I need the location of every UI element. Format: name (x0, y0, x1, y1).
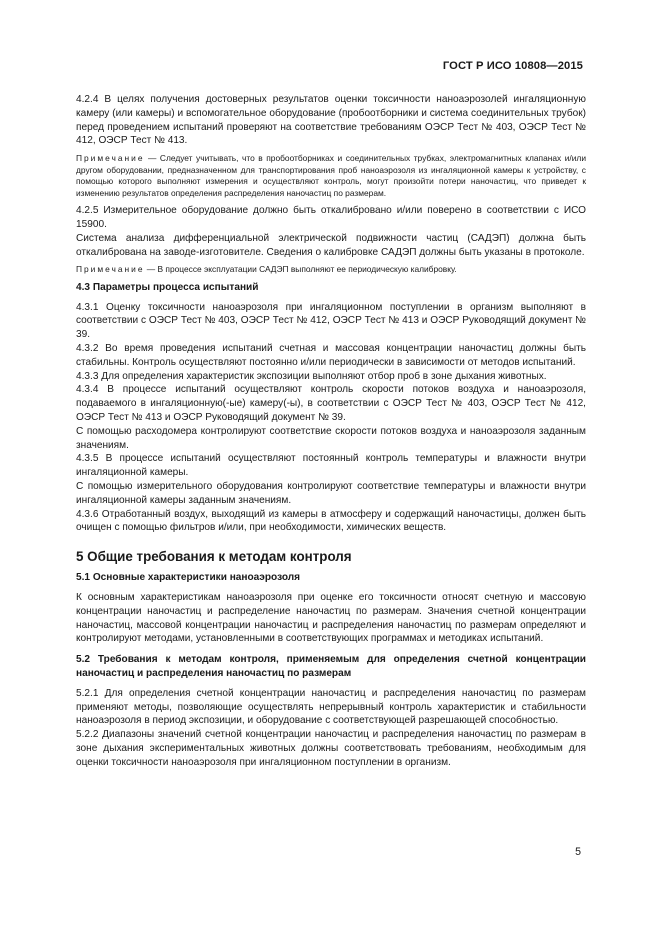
paragraph-4-3-4: 4.3.4 В процессе испытаний осуществляют контроль скорости потоков воздуха и наноаэрозоля, подаваемого в ингаляционную(-ые) камеру(-ы), в соответствии с ОЭСР Тест № 403, ОЭСР Тест № 412, ОЭСР Тест № 413 и ОЭСР Руководящий документ № 39. (76, 384, 586, 424)
paragraph-5-2-2: 5.2.2 Диапазоны значений счетной концентрации наночастиц и распределения наночастиц по размерам в зоне дыхания экспериментальных животных должны соответствовать требованиям, необходимым для оценки токсичности наноаэрозоля при ингаляционном поступлении в организм. (76, 729, 586, 768)
page-number: 5 (575, 846, 581, 858)
note-text: — Следует учитывать, что в пробоотборниках и соединительных трубках, электромагнитных клапанах и/или другом оборудовании, предназначенном для транспортирования проб наноаэрозоля из ингаляционной камеры к устройству, с помощью которого выполняют измерения и осуществляют контроль, могут произойти потери наночастиц, что приведет к изменению результатов определения распределения наночастиц по размерам. (76, 153, 586, 198)
paragraph-4-3-2: 4.3.2 Во время проведения испытаний счетная и массовая концентрации наночастиц должны быть стабильны. Контроль осуществляют постоянно и/или периодически в зависимости от методов испытаний. (76, 343, 586, 368)
paragraph-4-3-1: 4.3.1 Оценку токсичности наноаэрозоля при ингаляционном поступлении в организм выполняют в соответствии с ОЭСР Тест № 403, ОЭСР Тест № 412, ОЭСР Тест № 413 и ОЭСР Руководящий документ № 39. (76, 301, 586, 341)
heading-5: 5 Общие требования к методам контроля (76, 549, 352, 565)
heading-5-2: 5.2 Требования к методам контроля, применяемым для определения счетной концентрации наночастиц и распределения наночастиц по размерам (76, 654, 586, 679)
note-2 (76, 264, 586, 276)
paragraph-4-2-5: 4.2.5 Измерительное оборудование должно быть откалибровано и/или поверено в соответствии с ИСО 15900. (76, 205, 586, 230)
paragraph-5-1: К основным характеристикам наноаэрозоля при оценке его токсичности относят счетную и массовую концентрации наночастиц и распределение наночастиц по размерам. Значения счетной концентрации наночастиц, массовой концентрации наночастиц и распределения наночастиц по размерам определяют и контролируют методами, установленными в соответствующих программах и методиках испытаний. (76, 592, 586, 645)
document-header-code: ГОСТ Р ИСО 10808—2015 (442, 60, 583, 72)
note-label: Примечание (76, 153, 145, 164)
paragraph-4-3-3: 4.3.3 Для определения характеристик экспозиции выполняют отбор проб в зоне дыхания животных. (76, 370, 547, 382)
note-text: — В процессе эксплуатации САДЭП выполняют ее периодическую калибровку. (144, 264, 457, 275)
paragraph-5-2-1: 5.2.1 Для определения счетной концентрации наночастиц и распределения наночастиц по размерам применяют методы, позволяющие осуществлять непрерывный контроль характеристик и стабильности наноаэрозоля в период экспозиции, и оборудование с соответствующей разрешающей способностью. (76, 687, 586, 727)
paragraph-temp: С помощью измерительного оборудования контролируют соответствие температуры и влажности внутри ингаляционной камеры заданным значениям. (76, 481, 586, 506)
document-body (76, 93, 586, 770)
paragraph-4-3-5: 4.3.5 В процессе испытаний осуществляют постоянный контроль температуры и влажности внутри ингаляционной камеры. (76, 453, 586, 479)
heading-5-1: 5.1 Основные характеристики наноаэрозоля (76, 572, 301, 584)
note-label: Примечание (76, 264, 145, 275)
note-1 (76, 153, 586, 199)
paragraph-flow: С помощью расходомера контролируют соответствие скорости потоков воздуха и наноаэрозоля заданным значениям. (76, 425, 586, 451)
paragraph-4-2-4: 4.2.4 В целях получения достоверных результатов оценки токсичности наноаэрозолей ингаляционную камеру (или камеры) и вспомогательное оборудование (пробоотборники и система соединительных трубок) перед проведением испытаний проверяют на соответствие требованиям ОЭСР Тест № 403, ОЭСР Тест № 412, ОЭСР Тест № 413. (76, 94, 586, 147)
paragraph-4-3-6: 4.3.6 Отработанный воздух, выходящий из камеры в атмосферу и содержащий наночастицы, должен быть очищен с помощью фильтров и/или, при необходимости, химических веществ. (76, 508, 586, 534)
heading-4-3: 4.3 Параметры процесса испытаний (76, 281, 259, 293)
paragraph-sadep: Система анализа дифференциальной электрической подвижности частиц (САДЭП) должна быть откалибрована на заводе-изготовителе. Сведения о калибровке САДЭП должны быть указаны в протоколе. (76, 232, 586, 258)
